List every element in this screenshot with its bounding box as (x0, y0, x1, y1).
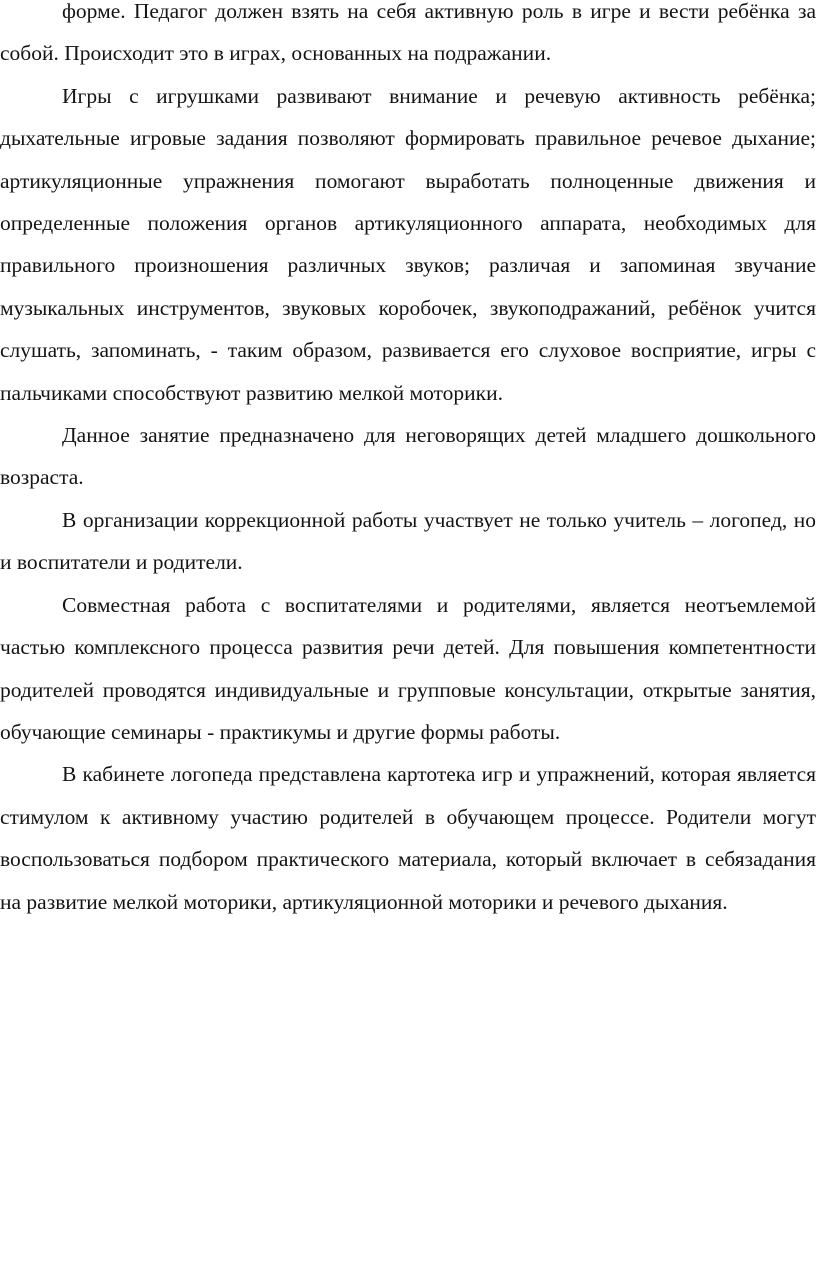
paragraph-correction-work: В организации коррекционной работы участвует не только учитель – логопед, но и воспитатели и родители. (0, 507, 816, 575)
paragraph-lesson-purpose: Данное занятие предназначено для неговорящих детей младшего дошкольного возраста. (0, 423, 816, 490)
paragraph-games-development: Игры с игрушками развивают внимание и речевую активность ребёнка; дыхательные игровые задания позволяют формировать правильное речевое дыхание; артикуляционные упражнения помогают выработать полноценные движения и определенные положения органов артикуляционного аппарата, необходимых для правильного произношения различных звуков; различая и запоминая звучание музыкальных инструментов, звуковых коробочек, звукоподражаний, ребёнок учится слушать, запоминать, - таким образом, развивается его слуховое восприятие, игры с пальчиками способствуют развитию мелкой моторики. (0, 83, 816, 405)
paragraph-joint-work: Совместная работа с воспитателями и родителями, является неотъемлемой частью комплексного процесса развития речи детей. Для повышения компетентности родителей проводятся индивидуальные и групповые консультации, открытые занятия, обучающие семинары - практикумы и другие формы работы. (0, 592, 816, 744)
paragraph-speech-therapist-office: В кабинете логопеда представлена картотека игр и упражнений, которая является стимулом к активному участию родителей в обучающем процессе. Родители могут воспользоваться подбором практического материала, который включает в себязадания на развитие мелкой моторики, артикуляционной моторики и речевого дыхания. (0, 762, 816, 914)
paragraph-continuation: форме. Педагог должен взять на себя активную роль в игре и вести ребёнка за собой. Происходит это в играх, основанных на подражании. (0, 0, 816, 66)
